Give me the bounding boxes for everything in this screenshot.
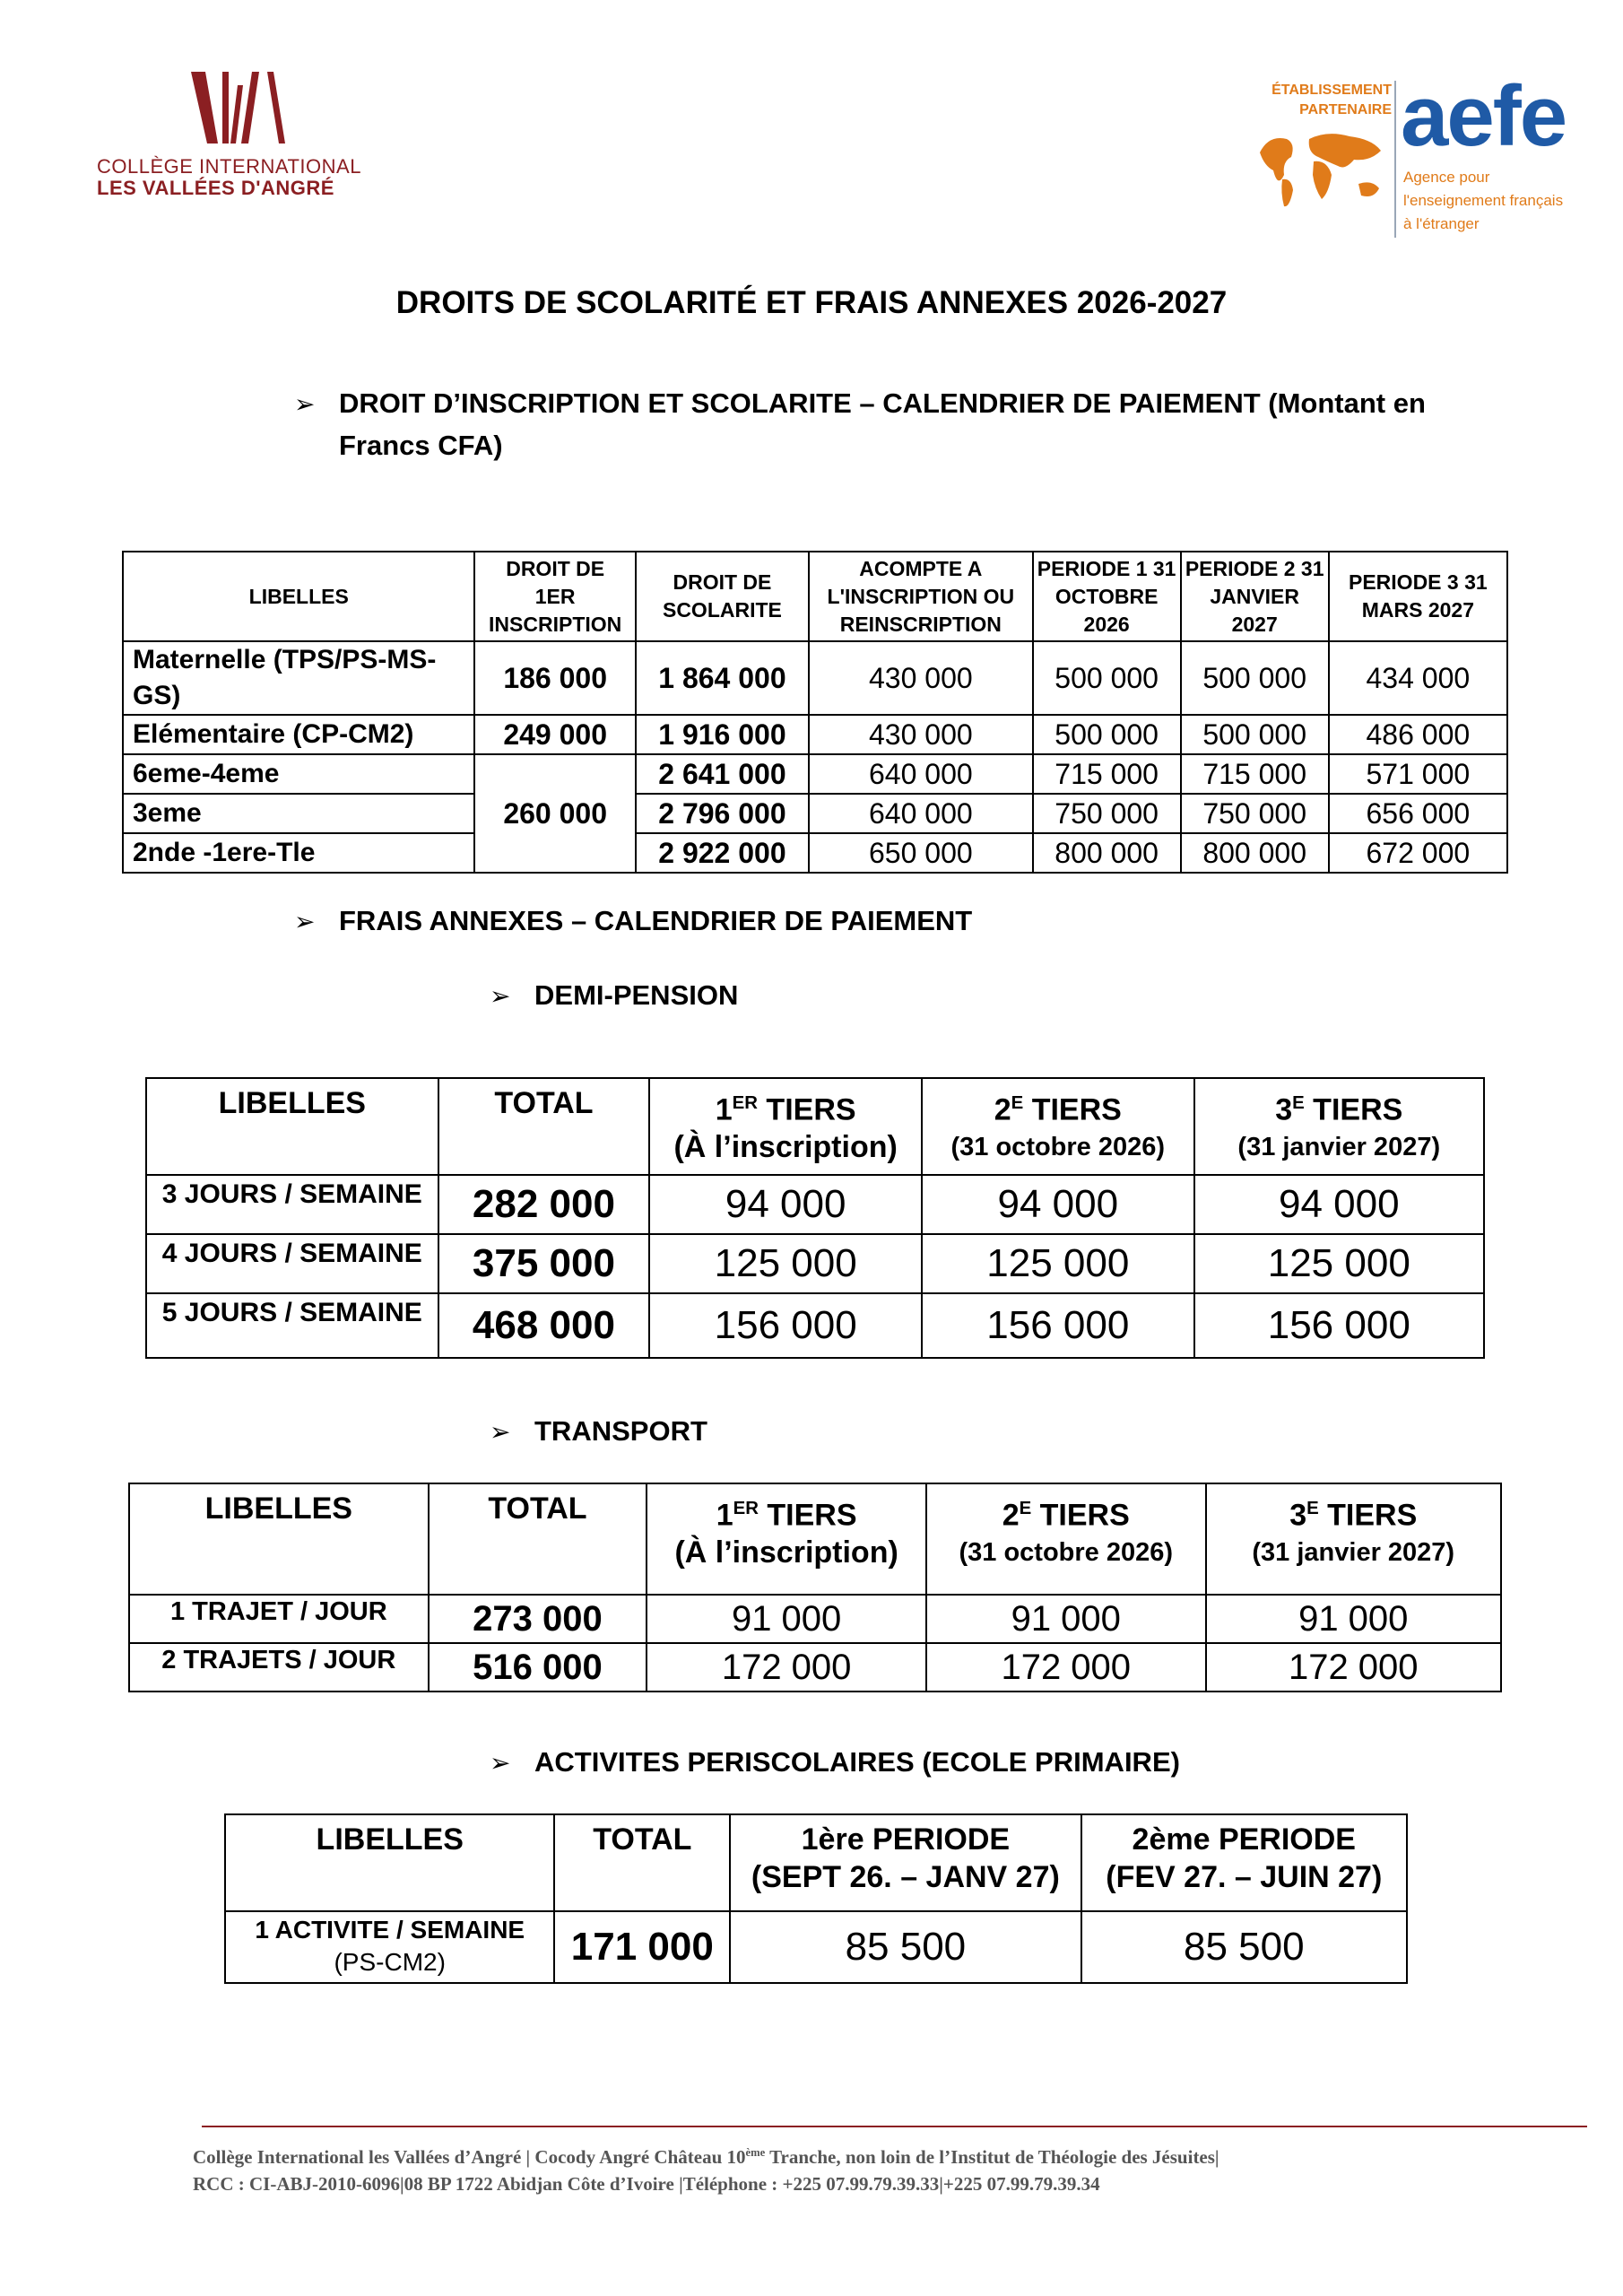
tuition-table (122, 551, 1508, 874)
col-header-tiers2 (922, 1078, 1194, 1175)
cell-periode1: 750 000 (1033, 794, 1181, 833)
cell-scolarite: 2 641 000 (636, 754, 809, 794)
table-row (123, 641, 1507, 715)
tiers-word: TIERS (1304, 1092, 1403, 1127)
col-header-periode2 (1081, 1814, 1407, 1911)
logo-text-line2: LES VALLÉES D'ANGRÉ (97, 177, 334, 199)
cell-tiers2: 91 000 (926, 1595, 1206, 1643)
table-row (146, 1234, 1484, 1293)
table-row (123, 833, 1507, 873)
table-row (129, 1595, 1501, 1643)
section2-heading-text: FRAIS ANNEXES – CALENDRIER DE PAIEMENT (339, 905, 973, 936)
tiers-sup: E (1019, 1499, 1032, 1518)
tiers-sup: ER (733, 1499, 759, 1518)
cell-periode3: 571 000 (1329, 754, 1507, 794)
col-header-total: TOTAL (438, 1078, 650, 1175)
row-label-sub: (PS-CM2) (334, 1948, 446, 1976)
arrow-bullet-icon: ➢ (294, 908, 316, 935)
col-header-acompte: ACOMPTE A L'INSCRIPTION OU REINSCRIPTION (809, 552, 1033, 641)
tiers-sup: E (1306, 1499, 1319, 1518)
cell-total: 375 000 (438, 1234, 650, 1293)
logo-divider (1394, 81, 1396, 238)
tiers-word: TIERS (1318, 1498, 1418, 1533)
col-header-tiers2 (926, 1483, 1206, 1595)
tiers-word: TIERS (757, 1092, 856, 1127)
demi-pension-table (145, 1077, 1485, 1359)
table-header-row (225, 1814, 1407, 1911)
periscolaire-heading (490, 1742, 1180, 1784)
cell-periode1: 500 000 (1033, 641, 1181, 715)
transport-table (128, 1483, 1502, 1692)
world-map-icon (1255, 126, 1390, 215)
cell-tiers3: 91 000 (1206, 1595, 1502, 1643)
cell-tiers1: 156 000 (649, 1293, 922, 1358)
tiers-sub: (31 octobre 2026) (959, 1538, 1174, 1568)
cell-acompte: 650 000 (809, 833, 1033, 873)
cell-periode2: 85 500 (1081, 1911, 1407, 1983)
cell-total: 282 000 (438, 1175, 650, 1234)
table-row (146, 1293, 1484, 1358)
tiers-word: TIERS (1031, 1498, 1130, 1533)
agency-line1: Agence pour (1403, 169, 1490, 186)
cell-tiers3: 94 000 (1194, 1175, 1484, 1234)
tiers-sub: (31 janvier 2027) (1237, 1133, 1441, 1162)
periode2-line1: 2ème PERIODE (1132, 1822, 1356, 1857)
col-header-libelles: LIBELLES (225, 1814, 554, 1911)
demi-pension-heading-text: DEMI-PENSION (534, 979, 739, 1011)
table-row (123, 794, 1507, 833)
periode2-line2: (FEV 27. – JUIN 27) (1106, 1860, 1383, 1894)
table-row (225, 1911, 1407, 1983)
cell-periode2: 715 000 (1181, 754, 1329, 794)
footer-line1 (193, 2139, 1610, 2170)
demi-pension-heading (490, 975, 738, 1017)
periode1-line1: 1ère PERIODE (801, 1822, 1011, 1857)
partner-label (1257, 81, 1392, 120)
cell-scolarite: 2 796 000 (636, 794, 809, 833)
cell-periode3: 434 000 (1329, 641, 1507, 715)
col-header-libelles: LIBELLES (146, 1078, 438, 1175)
row-label-main: 1 ACTIVITE / SEMAINE (255, 1916, 525, 1944)
cell-periode2: 750 000 (1181, 794, 1329, 833)
cell-tiers3: 156 000 (1194, 1293, 1484, 1358)
tiers-sub: (À l’inscription) (674, 1535, 898, 1570)
row-label: 2nde -1ere-Tle (123, 833, 474, 873)
agency-line3: à l'étranger (1403, 215, 1480, 232)
tiers-word: TIERS (758, 1498, 857, 1533)
college-logo (97, 67, 393, 211)
tiers-number: 1 (715, 1092, 733, 1127)
col-header-total: TOTAL (429, 1483, 647, 1595)
tiers-number: 2 (1002, 1498, 1020, 1533)
cell-first-inscription: 249 000 (474, 715, 635, 754)
agency-text (1403, 166, 1563, 236)
cell-total: 273 000 (429, 1595, 647, 1643)
cell-periode2: 500 000 (1181, 641, 1329, 715)
col-header-total: TOTAL (554, 1814, 730, 1911)
cell-first-inscription-merged: 260 000 (474, 754, 635, 873)
footer-divider (202, 2126, 1587, 2127)
aefe-logo (1255, 68, 1578, 247)
col-header-periode1: PERIODE 1 31 OCTOBRE 2026 (1033, 552, 1181, 641)
row-label: 4 JOURS / SEMAINE (146, 1234, 438, 1293)
row-label: 6eme-4eme (123, 754, 474, 794)
row-label (225, 1911, 554, 1983)
page-title: DROITS DE SCOLARITÉ ET FRAIS ANNEXES 2026-2027 (395, 285, 1228, 320)
cell-tiers2: 125 000 (922, 1234, 1194, 1293)
row-label: Elémentaire (CP-CM2) (123, 715, 474, 754)
cell-tiers2: 156 000 (922, 1293, 1194, 1358)
tiers-sup: E (1292, 1093, 1305, 1113)
cell-periode1: 800 000 (1033, 833, 1181, 873)
footer-address-b: Tranche, non loin de l’Institut de Théologie des Jésuites| (765, 2146, 1219, 2168)
cell-total: 468 000 (438, 1293, 650, 1358)
table-header-row (129, 1483, 1501, 1595)
table-row (123, 754, 1507, 794)
col-header-scolarite: DROIT DE SCOLARITE (636, 552, 809, 641)
cell-acompte: 430 000 (809, 715, 1033, 754)
cell-scolarite: 1 916 000 (636, 715, 809, 754)
arrow-bullet-icon: ➢ (490, 982, 511, 1010)
aefe-brand: aefe (1401, 68, 1567, 164)
tiers-number: 1 (716, 1498, 733, 1533)
cell-tiers2: 94 000 (922, 1175, 1194, 1234)
cell-periode3: 486 000 (1329, 715, 1507, 754)
cell-periode3: 672 000 (1329, 833, 1507, 873)
tiers-number: 3 (1289, 1498, 1307, 1533)
footer-sup: ème (745, 2146, 766, 2159)
cell-acompte: 640 000 (809, 754, 1033, 794)
cell-total: 516 000 (429, 1643, 647, 1692)
cell-first-inscription: 186 000 (474, 641, 635, 715)
tiers-word: TIERS (1023, 1092, 1122, 1127)
col-header-periode3: PERIODE 3 31 MARS 2027 (1329, 552, 1507, 641)
col-header-libelles: LIBELLES (123, 552, 474, 641)
cell-periode2: 800 000 (1181, 833, 1329, 873)
tiers-number: 2 (994, 1092, 1011, 1127)
agency-line2: l'enseignement français (1403, 192, 1564, 209)
footer-line2: RCC : CI-ABJ-2010-6096|08 BP 1722 Abidjan Côte d’Ivoire |Téléphone : +225 07.99.79.39.33|+225 07.99.79.39.34 (193, 2173, 1100, 2195)
table-row (129, 1643, 1501, 1692)
periscolaire-table (224, 1813, 1408, 1984)
tiers-number: 3 (1275, 1092, 1293, 1127)
col-header-tiers3 (1194, 1078, 1484, 1175)
cell-tiers3: 125 000 (1194, 1234, 1484, 1293)
transport-heading-text: TRANSPORT (534, 1415, 707, 1447)
table-header-row (146, 1078, 1484, 1175)
table-header-row (123, 552, 1507, 641)
tiers-sub: (31 octobre 2026) (950, 1133, 1166, 1162)
tiers-sup: E (1011, 1093, 1024, 1113)
tiers-sub: (À l’inscription) (673, 1130, 898, 1165)
row-label: 3 JOURS / SEMAINE (146, 1175, 438, 1234)
col-header-periode2: PERIODE 2 31 JANVIER 2027 (1181, 552, 1329, 641)
cell-tiers1: 172 000 (647, 1643, 926, 1692)
logo-text-line1: COLLÈGE INTERNATIONAL (97, 155, 361, 178)
arrow-bullet-icon: ➢ (490, 1418, 511, 1446)
col-header-periode1 (730, 1814, 1081, 1911)
arrow-bullet-icon: ➢ (490, 1749, 511, 1777)
cell-tiers1: 125 000 (649, 1234, 922, 1293)
row-label: 1 TRAJET / JOUR (129, 1595, 429, 1643)
cell-scolarite: 1 864 000 (636, 641, 809, 715)
col-header-tiers3 (1206, 1483, 1502, 1595)
section2-heading (294, 900, 972, 943)
cell-tiers2: 172 000 (926, 1643, 1206, 1692)
cell-acompte: 640 000 (809, 794, 1033, 833)
row-label: 2 TRAJETS / JOUR (129, 1643, 429, 1692)
cell-scolarite: 2 922 000 (636, 833, 809, 873)
table-row (123, 715, 1507, 754)
periscolaire-heading-text: ACTIVITES PERISCOLAIRES (ECOLE PRIMAIRE) (534, 1746, 1180, 1778)
row-label: 5 JOURS / SEMAINE (146, 1293, 438, 1358)
footer-address-a: Collège International les Vallées d’Angré | Cocody Angré Château 10 (193, 2146, 746, 2168)
footer (193, 2139, 1610, 2197)
periode1-line2: (SEPT 26. – JANV 27) (751, 1860, 1060, 1894)
section1-heading (294, 383, 1460, 466)
col-header-first-inscription: DROIT DE 1ER INSCRIPTION (474, 552, 635, 641)
cell-total: 171 000 (554, 1911, 730, 1983)
college-logo-mark-icon (182, 67, 299, 148)
col-header-tiers1 (649, 1078, 922, 1175)
cell-periode3: 656 000 (1329, 794, 1507, 833)
col-header-tiers1 (647, 1483, 926, 1595)
row-label: 3eme (123, 794, 474, 833)
transport-heading (490, 1411, 707, 1453)
cell-periode1: 500 000 (1033, 715, 1181, 754)
partner-label-line2: PARTENAIRE (1299, 102, 1392, 117)
col-header-libelles: LIBELLES (129, 1483, 429, 1595)
arrow-bullet-icon: ➢ (294, 390, 316, 418)
section1-heading-line1: DROIT D’INSCRIPTION ET SCOLARITE – CALENDRIER DE PAIEMENT (Montant en (339, 387, 1426, 419)
cell-acompte: 430 000 (809, 641, 1033, 715)
cell-tiers1: 91 000 (647, 1595, 926, 1643)
section1-heading-line2: Francs CFA) (339, 430, 503, 461)
cell-tiers1: 94 000 (649, 1175, 922, 1234)
cell-periode1: 715 000 (1033, 754, 1181, 794)
partner-label-line1: ÉTABLISSEMENT (1271, 83, 1392, 98)
tiers-sup: ER (732, 1093, 758, 1113)
cell-tiers3: 172 000 (1206, 1643, 1502, 1692)
row-label: Maternelle (TPS/PS-MS-GS) (123, 641, 474, 715)
table-row (146, 1175, 1484, 1234)
tiers-sub: (31 janvier 2027) (1252, 1538, 1455, 1568)
cell-periode2: 500 000 (1181, 715, 1329, 754)
cell-periode1: 85 500 (730, 1911, 1081, 1983)
